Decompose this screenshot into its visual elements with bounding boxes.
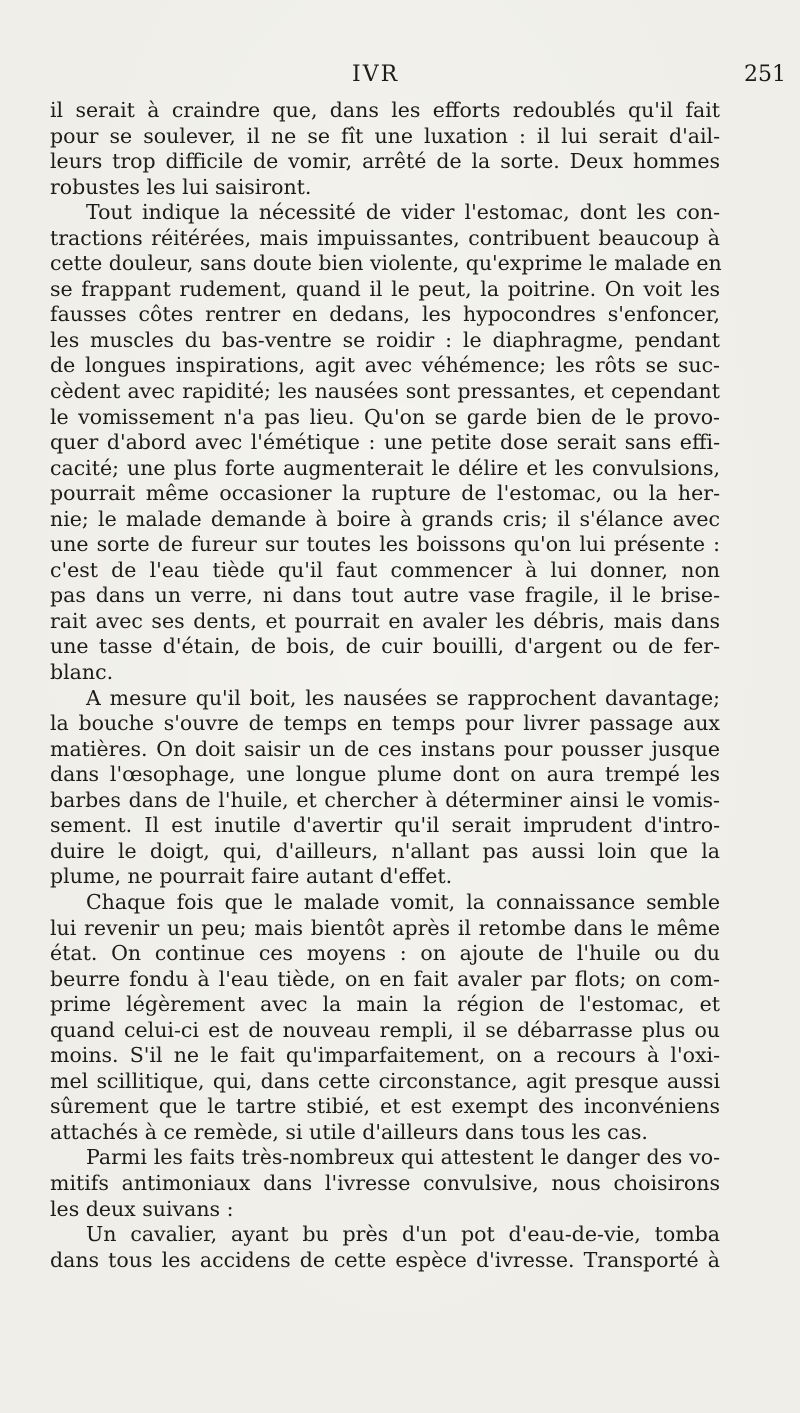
text-line: attachés à ce remède, si utile d'ailleurs dans tous les cas. [50, 1119, 648, 1144]
text-line: quand celui-ci est de nouveau rempli, il se débarrasse plus ou [50, 1017, 720, 1042]
text-line: duire le doigt, qui, d'ailleurs, n'allant pas aussi loin que la [50, 838, 720, 863]
text-line: mel scillitique, qui, dans cette circonstance, agit presque aussi [50, 1068, 720, 1093]
text-line: prime légèrement avec la main la région de l'estomac, et [50, 992, 720, 1017]
text-line: les deux suivans : [50, 1196, 234, 1221]
text-line: leurs trop difficile de vomir, arrêté de la sorte. Deux hommes [50, 149, 720, 174]
text-line: plume, ne pourrait faire autant d'effet. [50, 864, 453, 889]
text-line: moins. S'il ne le fait qu'imparfaitement, on a recours à l'oxi- [50, 1043, 720, 1068]
text-line: nie; le malade demande à boire à grands cris; il s'élance avec [50, 506, 720, 531]
text-line: les muscles du bas-ventre se roidir : le diaphragme, pendant [50, 327, 720, 352]
text-line: tractions réitérées, mais impuissantes, contribuent beaucoup à [50, 225, 720, 250]
text-line: robustes les lui saisiront. [50, 174, 312, 199]
paragraph [50, 686, 720, 890]
text-line: Tout indique la nécessité de vider l'estomac, dont les con- [86, 200, 720, 225]
paragraph [50, 200, 720, 685]
paragraph [50, 1145, 720, 1222]
text-line: de longues inspirations, agit avec véhémence; les rôts se suc- [50, 353, 720, 378]
page-number: 251 [744, 62, 786, 87]
text-line: pas dans un verre, ni dans tout autre vase fragile, il le brise- [50, 583, 720, 608]
text-line: cèdent avec rapidité; les nausées sont pressantes, et cependant [50, 379, 720, 404]
text-line: cette douleur, sans doute bien violente, qu'exprime le malade en [50, 251, 722, 276]
text-line: le vomissement n'a pas lieu. Qu'on se garde bien de le provo- [50, 404, 720, 429]
text-line: dans l'œsophage, une longue plume dont on aura trempé les [50, 762, 720, 787]
text-line: rait avec ses dents, et pourrait en avaler les débris, mais dans [50, 608, 720, 633]
running-head-title: IVR [352, 62, 400, 87]
text-line: une sorte de fureur sur toutes les boissons qu'on lui présente : [50, 532, 720, 557]
text-line: Parmi les faits très-nombreux qui attestent le danger des vo- [86, 1145, 720, 1170]
text-line: une tasse d'étain, de bois, de cuir bouilli, d'argent ou de fer- [50, 634, 720, 659]
text-line: état. On continue ces moyens : on ajoute de l'huile ou du [50, 941, 720, 966]
text-line: Un cavalier, ayant bu près d'un pot d'eau-de-vie, tomba [86, 1222, 720, 1247]
text-line: mitifs antimoniaux dans l'ivresse convulsive, nous choisirons [50, 1170, 720, 1195]
text-line: cacité; une plus forte augmenterait le délire et les convulsions, [50, 455, 720, 480]
text-line: pour se soulever, il ne se fît une luxation : il lui serait d'ail- [50, 123, 720, 148]
text-line: sûrement que le tartre stibié, et est exempt des inconvéniens [50, 1094, 720, 1119]
text-line: se frappant rudement, quand il le peut, la poitrine. On voit les [50, 276, 720, 301]
body-text [50, 98, 720, 1273]
text-line: fausses côtes rentrer en dedans, les hypocondres s'enfoncer, [50, 302, 720, 327]
text-line: dans tous les accidens de cette espèce d'ivresse. Transporté à [50, 1247, 720, 1272]
text-line: il serait à craindre que, dans les efforts redoublés qu'il fait [50, 98, 720, 122]
paragraph [50, 890, 720, 1145]
text-line: Chaque fois que le malade vomit, la connaissance semble [86, 889, 720, 914]
text-line: beurre fondu à l'eau tiède, on en fait avaler par flots; on com- [50, 966, 720, 991]
text-line: pourrait même occasioner la rupture de l'estomac, ou la her- [50, 481, 720, 506]
paragraph [50, 1222, 720, 1273]
text-line: lui revenir un peu; mais bientôt après il retombe dans le même [50, 915, 720, 940]
text-line: matières. On doit saisir un de ces instans pour pousser jusque [50, 736, 720, 761]
text-line: blanc. [50, 660, 114, 685]
paragraph [50, 98, 720, 200]
running-head [0, 62, 800, 98]
text-line: barbes dans de l'huile, et chercher à déterminer ainsi le vomis- [50, 787, 720, 812]
text-line: la bouche s'ouvre de temps en temps pour livrer passage aux [50, 711, 720, 736]
text-line: c'est de l'eau tiède qu'il faut commencer à lui donner, non [50, 557, 720, 582]
text-line: A mesure qu'il boit, les nausées se rapprochent davantage; [86, 685, 720, 710]
text-line: quer d'abord avec l'émétique : une petite dose serait sans effi- [50, 430, 720, 455]
text-line: sement. Il est inutile d'avertir qu'il serait imprudent d'intro- [50, 813, 720, 838]
